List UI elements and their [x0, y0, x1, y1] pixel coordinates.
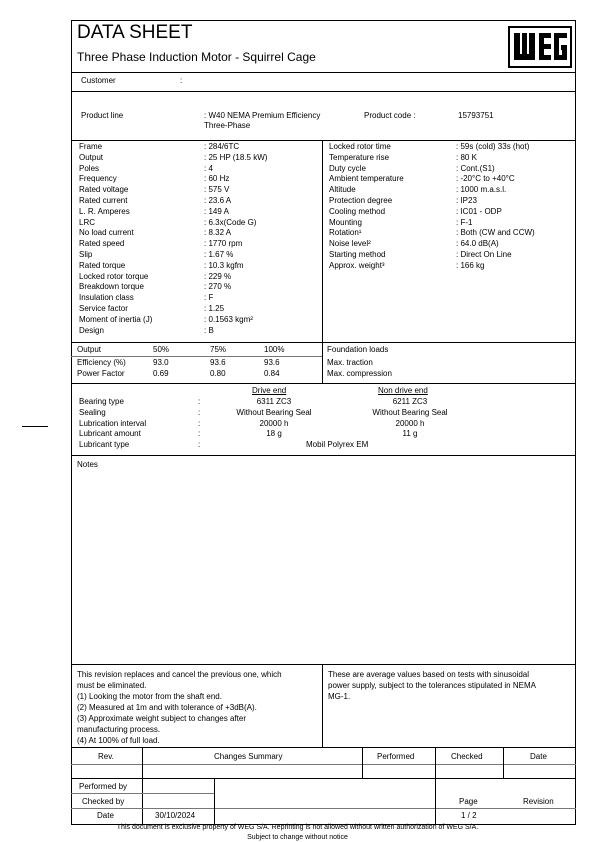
footnote-line: manufacturing process. — [77, 725, 161, 734]
spec-label: Output — [79, 152, 104, 162]
date-label: Date — [97, 811, 114, 820]
performance-header-50: 50% — [153, 345, 170, 354]
performance-header-100: 100% — [264, 345, 285, 354]
colon: : — [198, 440, 201, 450]
date-value: 30/10/2024 — [155, 811, 196, 820]
spec-label: Moment of inertia (J) — [79, 314, 153, 324]
spec-value: : Cont.(S1) — [456, 163, 495, 173]
spec-value: : F — [204, 293, 214, 303]
page-title: DATA SHEET — [77, 22, 193, 43]
spec-value: : 25 HP (18.5 kW) — [204, 152, 268, 162]
drive-end-value: 18 g — [266, 429, 282, 439]
spec-value: : Direct On Line — [456, 249, 512, 259]
bearing-label: Lubrication interval — [79, 418, 147, 428]
divider-revision-bottom — [71, 778, 576, 779]
divider-performance-vertical — [322, 342, 323, 383]
spec-label: Rated torque — [79, 260, 126, 270]
divider-product — [71, 140, 576, 141]
non-drive-end-value: Without Bearing Seal — [372, 407, 448, 417]
product-code-label: Product code : — [364, 111, 416, 120]
lubricant-type-value: Mobil Polyrex EM — [306, 440, 369, 449]
footer-copyright: This document is exclusive property of WEG S/A. Reprinting is not allowed without written authorization of WEG S/A. — [116, 824, 479, 831]
revision-col-1 — [142, 747, 143, 824]
revision-col-2 — [362, 747, 363, 778]
power-factor-50: 0.69 — [153, 369, 169, 378]
colon: : — [198, 418, 201, 428]
changes-summary-header: Changes Summary — [214, 752, 283, 761]
lubricant-type-label: Lubricant type — [79, 440, 130, 450]
footnote-line: must be eliminated. — [77, 681, 147, 690]
spec-label: Temperature rise — [329, 152, 390, 162]
spec-label: Altitude — [329, 185, 356, 195]
checked-header: Checked — [451, 752, 483, 761]
footnote-line: This revision replaces and cancel the previous one, which — [77, 670, 282, 679]
spec-label: Design — [79, 325, 104, 335]
signoff-col-1 — [214, 778, 215, 824]
spec-label: Locked rotor torque — [79, 271, 149, 281]
product-line-label: Product line — [81, 111, 124, 120]
spec-value: : 149 A — [204, 206, 229, 216]
spec-label: LRC — [79, 217, 96, 227]
divider-footnotes-bottom — [71, 747, 576, 748]
footnote-line: These are average values based on tests with sinusoidal — [328, 670, 530, 679]
power-factor-label: Power Factor — [77, 369, 125, 378]
rev-header: Rev. — [98, 752, 114, 761]
spec-value: : 23.6 A — [204, 195, 232, 205]
spec-value: : 270 % — [204, 282, 232, 292]
spec-label: Approx. weight³ — [329, 260, 385, 270]
divider-notes-bottom — [71, 664, 576, 665]
spec-label: Noise level² — [329, 239, 371, 249]
power-factor-100: 0.84 — [264, 369, 280, 378]
max-traction-label: Max. traction — [327, 358, 373, 367]
divider-performance-bottom — [71, 383, 576, 384]
spec-value: : 80 K — [456, 152, 477, 162]
footer-notice: Subject to change without notice — [247, 834, 348, 841]
spec-value: : 6.3x(Code G) — [204, 217, 257, 227]
spec-label: Starting method — [329, 249, 386, 259]
drive-end-values — [214, 397, 334, 440]
margin-mark — [22, 426, 48, 427]
revision-header-divider — [71, 764, 576, 765]
colon: : — [198, 407, 201, 417]
customer-colon: : — [180, 76, 183, 85]
footnotes-left — [77, 669, 282, 746]
signoff-divider-1 — [71, 793, 214, 794]
divider-specs-vertical — [322, 140, 323, 342]
spec-label: Duty cycle — [329, 163, 366, 173]
efficiency-75: 93.6 — [210, 358, 226, 367]
frame-top-border — [71, 20, 576, 21]
drive-end-title: Drive end — [252, 386, 287, 395]
revision-label: Revision — [523, 797, 554, 806]
non-drive-end-value: 11 g — [402, 429, 418, 439]
spec-value: : 4 — [204, 163, 213, 173]
spec-label: Poles — [79, 163, 100, 173]
spec-label: Rated voltage — [79, 185, 129, 195]
spec-value: : 166 kg — [456, 260, 485, 270]
footnote-line: (4) At 100% of full load. — [77, 736, 160, 745]
non-drive-end-value: 20000 h — [395, 418, 425, 428]
performed-by-label: Performed by — [79, 782, 128, 791]
drive-end-value: Without Bearing Seal — [236, 407, 312, 417]
non-drive-end-values — [350, 397, 470, 440]
efficiency-label: Efficiency (%) — [77, 358, 126, 367]
divider-bearings-bottom — [71, 455, 576, 456]
bearing-label: Sealing — [79, 407, 106, 417]
specs-right-values — [456, 142, 535, 272]
customer-label: Customer — [81, 76, 116, 85]
non-drive-end-value: 6211 ZC3 — [392, 397, 428, 406]
spec-label: Rotation¹ — [329, 228, 362, 238]
specs-left-labels — [79, 142, 152, 336]
spec-value: : 10.3 kgfm — [204, 260, 244, 270]
spec-value: : 1.25 — [204, 303, 225, 313]
date-header: Date — [530, 752, 547, 761]
weg-logo-icon — [508, 26, 572, 68]
spec-value: : IP23 — [456, 195, 477, 205]
divider-header — [71, 72, 576, 73]
product-line-value-2: Three-Phase — [204, 121, 251, 130]
spec-value: : 1770 rpm — [204, 239, 243, 249]
spec-label: Ambient temperature — [329, 174, 404, 184]
spec-label: Insulation class — [79, 293, 134, 303]
spec-value: : 59s (cold) 33s (hot) — [456, 142, 530, 151]
spec-value: : 0.1563 kgm² — [204, 314, 253, 324]
spec-value: : B — [204, 325, 214, 335]
divider-specs-bottom — [71, 342, 576, 343]
footnote-line: (2) Measured at 1m and with tolerance of +3dB(A). — [77, 703, 257, 712]
divider-customer — [71, 91, 576, 92]
footnotes-right — [328, 669, 536, 702]
specs-left-values — [204, 142, 267, 336]
divider-footnotes-vertical — [322, 664, 323, 747]
drive-end-value: 6311 ZC3 — [256, 397, 292, 406]
non-drive-end-title: Non drive end — [378, 386, 428, 395]
spec-label: Rated speed — [79, 239, 125, 249]
efficiency-100: 93.6 — [264, 358, 280, 367]
spec-value: : 8.32 A — [204, 228, 232, 238]
page-label: Page — [459, 797, 478, 806]
bearing-label: Bearing type — [79, 397, 124, 406]
performance-header-divider — [71, 356, 322, 357]
spec-value: : -20°C to +40°C — [456, 174, 515, 184]
revision-col-3 — [435, 747, 436, 778]
footnote-line: MG-1. — [328, 692, 351, 701]
footnote-line: power supply, subject to the tolerances stipulated in NEMA — [328, 681, 536, 690]
performance-header-75: 75% — [210, 345, 227, 354]
performance-header-output: Output — [77, 345, 102, 354]
spec-label: Cooling method — [329, 206, 386, 216]
colon: : — [198, 397, 201, 406]
efficiency-50: 93.0 — [153, 358, 169, 367]
footnote-line: (3) Approximate weight subject to changes after — [77, 714, 246, 723]
spec-value: : F-1 — [456, 217, 473, 227]
spec-value: : 64.0 dB(A) — [456, 239, 499, 249]
performed-header: Performed — [377, 752, 415, 761]
signoff-col-2 — [435, 778, 436, 824]
spec-label: L. R. Amperes — [79, 206, 130, 216]
product-code-value: 15793751 — [458, 111, 494, 120]
product-line-value: : W40 NEMA Premium Efficiency — [204, 111, 321, 120]
spec-value: : Both (CW and CCW) — [456, 228, 535, 238]
notes-title: Notes — [77, 460, 98, 469]
bearing-label: Lubricant amount — [79, 429, 141, 439]
spec-value: : 60 Hz — [204, 174, 230, 184]
spec-value: : 284/6TC — [204, 142, 240, 151]
spec-label: Protection degree — [329, 195, 393, 205]
spec-value: : 575 V — [204, 185, 230, 195]
spec-label: Mounting — [329, 217, 362, 227]
bearing-colons — [198, 397, 200, 451]
specs-right-labels — [329, 142, 404, 272]
spec-label: Rated current — [79, 195, 128, 205]
spec-value: : IC01 - ODP — [456, 206, 502, 216]
spec-label: No load current — [79, 228, 134, 238]
page-subtitle: Three Phase Induction Motor - Squirrel Cage — [77, 50, 316, 64]
spec-label: Frequency — [79, 174, 117, 184]
spec-label: Frame — [79, 142, 103, 151]
revision-col-4 — [503, 747, 504, 778]
footnote-line: (1) Looking the motor from the shaft end. — [77, 692, 222, 701]
foundation-title: Foundation loads — [327, 345, 389, 354]
spec-value: : 1.67 % — [204, 249, 234, 259]
max-compression-label: Max. compression — [327, 369, 392, 378]
spec-label: Slip — [79, 249, 93, 259]
spec-value: : 1000 m.a.s.l. — [456, 185, 507, 195]
signoff-divider-2 — [71, 808, 576, 809]
colon: : — [198, 429, 201, 439]
spec-label: Breakdown torque — [79, 282, 144, 292]
spec-value: : 229 % — [204, 271, 232, 281]
spec-label: Locked rotor time — [329, 142, 391, 151]
drive-end-value: 20000 h — [259, 418, 289, 428]
spec-label: Service factor — [79, 303, 128, 313]
checked-by-label: Checked by — [82, 797, 125, 806]
page-value: 1 / 2 — [461, 811, 477, 820]
bearing-labels — [79, 397, 146, 451]
power-factor-75: 0.80 — [210, 369, 226, 378]
